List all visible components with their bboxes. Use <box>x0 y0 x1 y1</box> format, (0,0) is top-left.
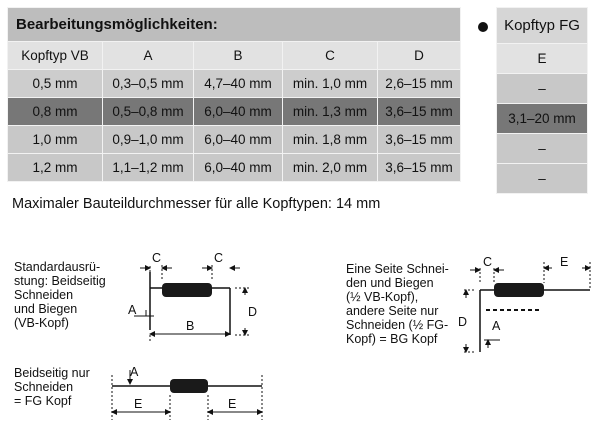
header-kopftyp-vb: Kopftyp VB <box>8 42 103 70</box>
fg-cell-highlighted: 3,1–20 mm <box>497 104 588 134</box>
table-cell: 0,9–1,0 mm <box>103 126 194 154</box>
label-e-bg: E <box>560 255 569 269</box>
fg-diagram <box>112 365 262 420</box>
caption-bg: Eine Seite Schnei- den und Biegen (½ VB-Kopf), andere Seite nur Schneiden (½ FG- Kopf) = BG Kopf <box>346 262 449 346</box>
table-cell: 0,8 mm <box>8 98 103 126</box>
table-cell: 3,6–15 mm <box>378 126 461 154</box>
table-cell: min. 2,0 mm <box>283 154 378 182</box>
table-cell: 3,6–15 mm <box>378 98 461 126</box>
fg-cell: – <box>497 164 588 194</box>
table-cell: 0,5–0,8 mm <box>103 98 194 126</box>
label-e-right: E <box>228 397 237 411</box>
label-c-bg: C <box>483 255 493 269</box>
table-title: Bearbeitungsmöglichkeiten: <box>8 8 461 42</box>
header-c: C <box>283 42 378 70</box>
header-b: B <box>194 42 283 70</box>
caption-fg: Beidseitig nur Schneiden = FG Kopf <box>14 366 90 408</box>
table-cell: 1,2 mm <box>8 154 103 182</box>
header-a: A <box>103 42 194 70</box>
label-c-left: C <box>152 251 162 265</box>
table-cell: 0,3–0,5 mm <box>103 70 194 98</box>
max-diameter-note: Maximaler Bauteildurchmesser für alle Kopftypen: 14 mm <box>12 196 381 212</box>
table-cell: 1,0 mm <box>8 126 103 154</box>
table-cell: 2,6–15 mm <box>378 70 461 98</box>
bg-diagram <box>458 255 590 352</box>
table-cell: 0,5 mm <box>8 70 103 98</box>
table-cell: 6,0–40 mm <box>194 98 283 126</box>
table-cell: min. 1,0 mm <box>283 70 378 98</box>
label-c-right: C <box>214 251 224 265</box>
table-cell: min. 1,8 mm <box>283 126 378 154</box>
table-cell: 6,0–40 mm <box>194 126 283 154</box>
header-d: D <box>378 42 461 70</box>
fg-header-e: E <box>497 44 588 74</box>
fg-cell: – <box>497 74 588 104</box>
label-e-left: E <box>134 397 143 411</box>
fg-title: Kopftyp FG <box>497 8 588 44</box>
label-a: A <box>128 303 137 317</box>
component-body <box>494 283 544 297</box>
fg-cell: – <box>497 134 588 164</box>
component-body <box>170 379 208 393</box>
label-d: D <box>248 305 258 319</box>
vb-diagram <box>128 251 257 342</box>
label-b: B <box>186 319 195 333</box>
component-body <box>162 283 212 297</box>
label-d-bg: D <box>458 315 468 329</box>
table-cell: 4,7–40 mm <box>194 70 283 98</box>
label-a-fg: A <box>130 365 139 379</box>
label-a-bg: A <box>492 319 501 333</box>
table-cell: 3,6–15 mm <box>378 154 461 182</box>
table-cell: 6,0–40 mm <box>194 154 283 182</box>
caption-standard: Standardausrü- stung: Beidseitig Schneiden und Biegen (VB-Kopf) <box>14 260 106 330</box>
table-cell: min. 1,3 mm <box>283 98 378 126</box>
table-cell: 1,1–1,2 mm <box>103 154 194 182</box>
